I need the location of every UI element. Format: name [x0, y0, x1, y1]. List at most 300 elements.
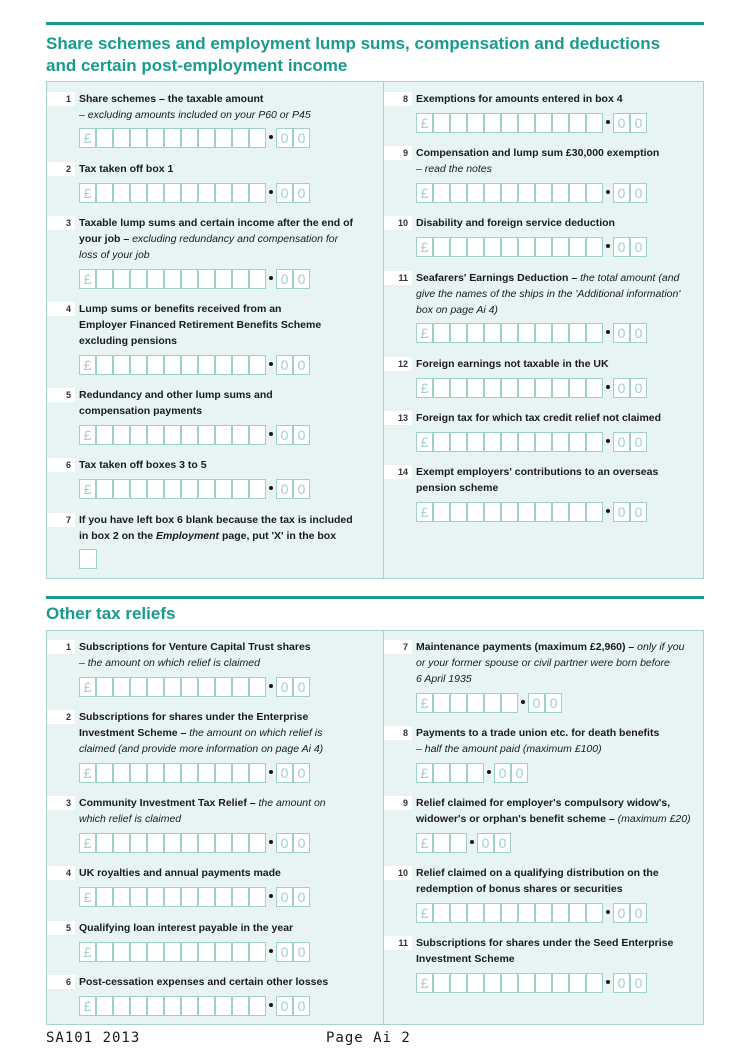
digit-box[interactable]: [215, 425, 232, 445]
digit-box[interactable]: [130, 128, 147, 148]
digit-box[interactable]: [249, 479, 266, 499]
digit-box[interactable]: [215, 479, 232, 499]
digit-box[interactable]: [147, 942, 164, 962]
digit-box[interactable]: [450, 833, 467, 853]
digit-box[interactable]: [501, 693, 518, 713]
digit-box[interactable]: [232, 269, 249, 289]
digit-box[interactable]: [96, 833, 113, 853]
pence-box[interactable]: 0: [545, 693, 562, 713]
digit-box[interactable]: [569, 378, 586, 398]
digit-box[interactable]: [232, 355, 249, 375]
digit-box[interactable]: [249, 425, 266, 445]
digit-box[interactable]: [164, 887, 181, 907]
digit-box[interactable]: [198, 183, 215, 203]
digit-box[interactable]: [586, 903, 603, 923]
digit-box[interactable]: [147, 479, 164, 499]
digit-box[interactable]: [586, 432, 603, 452]
digit-box[interactable]: [467, 183, 484, 203]
question-label: Taxable lump sums and certain income after the end of your job – excluding redundancy and compensation for loss of your job: [79, 217, 354, 261]
digit-box[interactable]: [147, 183, 164, 203]
pound-digit-box[interactable]: £: [79, 763, 96, 783]
pence-box[interactable]: 0: [293, 425, 310, 445]
digit-box[interactable]: [164, 425, 181, 445]
digit-box[interactable]: [586, 183, 603, 203]
digit-box[interactable]: [450, 763, 467, 783]
pence-box[interactable]: 0: [494, 833, 511, 853]
digit-box[interactable]: [433, 502, 450, 522]
pence-box[interactable]: 0: [630, 973, 647, 993]
digit-box[interactable]: [450, 113, 467, 133]
digit-box[interactable]: [164, 183, 181, 203]
digit-box[interactable]: [467, 502, 484, 522]
digit-box[interactable]: [113, 128, 130, 148]
question-label: Lump sums or benefits received from an Employer Financed Retirement Benefits Scheme excluding pensions: [79, 303, 322, 347]
digit-box[interactable]: [113, 183, 130, 203]
pence-box[interactable]: 0: [293, 996, 310, 1016]
digit-box[interactable]: [552, 183, 569, 203]
digit-box[interactable]: [535, 113, 552, 133]
digit-box[interactable]: [113, 833, 130, 853]
digit-box[interactable]: [569, 237, 586, 257]
digit-box[interactable]: [535, 973, 552, 993]
digit-box[interactable]: [569, 323, 586, 343]
digit-box[interactable]: [130, 269, 147, 289]
digit-box[interactable]: [130, 355, 147, 375]
pound-digit-box[interactable]: £: [79, 425, 96, 445]
digit-box[interactable]: [181, 479, 198, 499]
pence-box[interactable]: 0: [630, 323, 647, 343]
digit-box[interactable]: [113, 677, 130, 697]
digit-box[interactable]: [232, 996, 249, 1016]
digit-box[interactable]: [484, 903, 501, 923]
digit-box[interactable]: [147, 269, 164, 289]
digit-box[interactable]: [96, 887, 113, 907]
digit-box[interactable]: [586, 113, 603, 133]
digit-box[interactable]: [181, 128, 198, 148]
digit-box[interactable]: [130, 479, 147, 499]
digit-box[interactable]: [130, 996, 147, 1016]
digit-box[interactable]: [147, 677, 164, 697]
digit-box[interactable]: [433, 378, 450, 398]
pence-box[interactable]: 0: [293, 677, 310, 697]
digit-box[interactable]: [96, 479, 113, 499]
pence-box[interactable]: 0: [630, 237, 647, 257]
digit-box[interactable]: [586, 323, 603, 343]
digit-box[interactable]: [450, 323, 467, 343]
digit-box[interactable]: [518, 378, 535, 398]
digit-box[interactable]: [164, 942, 181, 962]
digit-box[interactable]: [569, 973, 586, 993]
digit-box[interactable]: [518, 113, 535, 133]
digit-box[interactable]: [215, 128, 232, 148]
digit-box[interactable]: [215, 887, 232, 907]
digit-box[interactable]: [552, 502, 569, 522]
digit-box[interactable]: [113, 355, 130, 375]
digit-box[interactable]: [467, 432, 484, 452]
pence-box[interactable]: 0: [613, 502, 630, 522]
pound-digit-box[interactable]: £: [79, 355, 96, 375]
digit-box[interactable]: [501, 502, 518, 522]
pound-digit-box[interactable]: £: [79, 942, 96, 962]
digit-box[interactable]: [147, 355, 164, 375]
digit-box[interactable]: [501, 183, 518, 203]
digit-box[interactable]: [249, 355, 266, 375]
digit-box[interactable]: [215, 996, 232, 1016]
digit-box[interactable]: [467, 237, 484, 257]
digit-box[interactable]: [96, 996, 113, 1016]
digit-box[interactable]: [484, 973, 501, 993]
pence-box[interactable]: 0: [293, 833, 310, 853]
pence-box[interactable]: 0: [613, 183, 630, 203]
digit-box[interactable]: [518, 237, 535, 257]
digit-box[interactable]: [552, 903, 569, 923]
digit-box[interactable]: [518, 432, 535, 452]
pence-box[interactable]: 0: [293, 269, 310, 289]
digit-box[interactable]: [147, 833, 164, 853]
digit-box[interactable]: [215, 763, 232, 783]
pence-box[interactable]: 0: [630, 378, 647, 398]
pence-box[interactable]: 0: [613, 378, 630, 398]
digit-box[interactable]: [467, 973, 484, 993]
digit-box[interactable]: [198, 677, 215, 697]
pence-box[interactable]: 0: [613, 237, 630, 257]
digit-box[interactable]: [96, 763, 113, 783]
digit-box[interactable]: [181, 942, 198, 962]
question-label: Disability and foreign service deduction: [416, 217, 615, 229]
pence-box[interactable]: 0: [293, 183, 310, 203]
digit-box[interactable]: [433, 833, 450, 853]
digit-box[interactable]: [164, 833, 181, 853]
digit-box[interactable]: [164, 128, 181, 148]
pence-box[interactable]: 0: [613, 903, 630, 923]
digit-box[interactable]: [450, 378, 467, 398]
digit-box[interactable]: [535, 323, 552, 343]
pound-digit-box[interactable]: £: [79, 479, 96, 499]
digit-box[interactable]: [450, 502, 467, 522]
digit-box[interactable]: [130, 677, 147, 697]
digit-box[interactable]: [433, 973, 450, 993]
digit-box[interactable]: [249, 677, 266, 697]
digit-box[interactable]: [249, 887, 266, 907]
pence-box[interactable]: 0: [276, 763, 293, 783]
digit-box[interactable]: [147, 425, 164, 445]
digit-box[interactable]: [484, 432, 501, 452]
digit-box[interactable]: [181, 677, 198, 697]
pound-digit-box[interactable]: £: [416, 323, 433, 343]
pound-digit-box[interactable]: £: [416, 763, 433, 783]
pound-digit-box[interactable]: £: [416, 833, 433, 853]
pence-box[interactable]: 0: [613, 973, 630, 993]
pence-box[interactable]: 0: [276, 269, 293, 289]
pence-box[interactable]: 0: [276, 355, 293, 375]
digit-box[interactable]: [181, 183, 198, 203]
pence-box[interactable]: 0: [293, 942, 310, 962]
pound-digit-box[interactable]: £: [79, 677, 96, 697]
digit-box[interactable]: [501, 903, 518, 923]
digit-box[interactable]: [113, 269, 130, 289]
digit-box[interactable]: [147, 996, 164, 1016]
digit-box[interactable]: [232, 128, 249, 148]
digit-box[interactable]: [215, 677, 232, 697]
digit-box[interactable]: [518, 973, 535, 993]
digit-box[interactable]: [181, 833, 198, 853]
pence-box[interactable]: 0: [276, 128, 293, 148]
digit-box[interactable]: [181, 763, 198, 783]
pound-digit-box[interactable]: £: [416, 183, 433, 203]
pence-box[interactable]: 0: [613, 432, 630, 452]
x-checkbox[interactable]: [79, 549, 97, 569]
digit-box[interactable]: [215, 355, 232, 375]
pound-digit-box[interactable]: £: [416, 432, 433, 452]
digit-box[interactable]: [215, 269, 232, 289]
digit-box[interactable]: [147, 763, 164, 783]
pound-digit-box[interactable]: £: [79, 269, 96, 289]
digit-box[interactable]: [113, 479, 130, 499]
digit-box[interactable]: [535, 502, 552, 522]
digit-box[interactable]: [198, 479, 215, 499]
digit-box[interactable]: [232, 425, 249, 445]
digit-box[interactable]: [535, 378, 552, 398]
digit-box[interactable]: [586, 378, 603, 398]
digit-box[interactable]: [501, 237, 518, 257]
digit-box[interactable]: [215, 942, 232, 962]
digit-box[interactable]: [96, 269, 113, 289]
digit-box[interactable]: [96, 677, 113, 697]
digit-box[interactable]: [130, 425, 147, 445]
digit-box[interactable]: [147, 887, 164, 907]
pence-box[interactable]: 0: [293, 887, 310, 907]
digit-box[interactable]: [518, 323, 535, 343]
pound-digit-box[interactable]: £: [79, 833, 96, 853]
digit-box[interactable]: [249, 128, 266, 148]
digit-box[interactable]: [433, 323, 450, 343]
digit-box[interactable]: [552, 432, 569, 452]
pence-box[interactable]: 0: [630, 113, 647, 133]
pence-box[interactable]: 0: [630, 432, 647, 452]
pound-digit-box[interactable]: £: [416, 693, 433, 713]
digit-box[interactable]: [198, 128, 215, 148]
digit-box[interactable]: [215, 183, 232, 203]
digit-box[interactable]: [164, 479, 181, 499]
pound-digit-box[interactable]: £: [79, 887, 96, 907]
digit-box[interactable]: [433, 237, 450, 257]
digit-box[interactable]: [450, 973, 467, 993]
digit-box[interactable]: [113, 942, 130, 962]
digit-box[interactable]: [181, 269, 198, 289]
question-label: Relief claimed for employer's compulsory widow's, widower's or orphan's benefit scheme – (maximum £20): [416, 797, 691, 825]
digit-box[interactable]: [450, 237, 467, 257]
digit-box[interactable]: [249, 942, 266, 962]
digit-box[interactable]: [433, 903, 450, 923]
digit-box[interactable]: [501, 432, 518, 452]
digit-box[interactable]: [467, 903, 484, 923]
digit-box[interactable]: [467, 763, 484, 783]
digit-box[interactable]: [198, 887, 215, 907]
digit-box[interactable]: [130, 887, 147, 907]
digit-box[interactable]: [164, 763, 181, 783]
pence-box[interactable]: 0: [293, 128, 310, 148]
digit-box[interactable]: [113, 763, 130, 783]
digit-box[interactable]: [535, 183, 552, 203]
pence-box[interactable]: 0: [276, 942, 293, 962]
digit-box[interactable]: [467, 378, 484, 398]
digit-box[interactable]: [501, 323, 518, 343]
digit-box[interactable]: [198, 763, 215, 783]
digit-box[interactable]: [518, 502, 535, 522]
digit-box[interactable]: [518, 183, 535, 203]
digit-box[interactable]: [433, 183, 450, 203]
digit-box[interactable]: [232, 887, 249, 907]
digit-box[interactable]: [501, 378, 518, 398]
digit-box[interactable]: [484, 183, 501, 203]
digit-box[interactable]: [130, 942, 147, 962]
digit-box[interactable]: [467, 323, 484, 343]
digit-box[interactable]: [552, 237, 569, 257]
pence-box[interactable]: 0: [276, 183, 293, 203]
digit-box[interactable]: [198, 833, 215, 853]
pound-digit-box[interactable]: £: [416, 237, 433, 257]
digit-box[interactable]: [535, 237, 552, 257]
digit-box[interactable]: [232, 833, 249, 853]
digit-box[interactable]: [450, 693, 467, 713]
digit-box[interactable]: [249, 763, 266, 783]
digit-box[interactable]: [586, 237, 603, 257]
pence-box[interactable]: 0: [293, 355, 310, 375]
digit-box[interactable]: [232, 763, 249, 783]
digit-box[interactable]: [130, 763, 147, 783]
digit-box[interactable]: [215, 833, 232, 853]
digit-box[interactable]: [232, 183, 249, 203]
pence-box[interactable]: 0: [276, 677, 293, 697]
digit-box[interactable]: [569, 903, 586, 923]
digit-box[interactable]: [249, 183, 266, 203]
digit-box[interactable]: [552, 378, 569, 398]
digit-box[interactable]: [249, 269, 266, 289]
digit-box[interactable]: [164, 996, 181, 1016]
pence-box[interactable]: 0: [494, 763, 511, 783]
digit-box[interactable]: [232, 677, 249, 697]
digit-box[interactable]: [569, 432, 586, 452]
digit-box[interactable]: [96, 942, 113, 962]
pence-box[interactable]: 0: [276, 996, 293, 1016]
pound-digit-box[interactable]: £: [416, 903, 433, 923]
digit-box[interactable]: [164, 677, 181, 697]
digit-box[interactable]: [484, 323, 501, 343]
digit-box[interactable]: [501, 973, 518, 993]
digit-box[interactable]: [569, 502, 586, 522]
digit-box[interactable]: [232, 479, 249, 499]
digit-box[interactable]: [249, 996, 266, 1016]
digit-box[interactable]: [96, 183, 113, 203]
pence-box[interactable]: 0: [276, 425, 293, 445]
digit-box[interactable]: [535, 432, 552, 452]
pence-box[interactable]: 0: [477, 833, 494, 853]
digit-box[interactable]: [450, 432, 467, 452]
pence-box[interactable]: 0: [613, 323, 630, 343]
digit-box[interactable]: [484, 113, 501, 133]
digit-box[interactable]: [501, 113, 518, 133]
digit-box[interactable]: [569, 113, 586, 133]
digit-box[interactable]: [113, 425, 130, 445]
digit-box[interactable]: [130, 183, 147, 203]
digit-box[interactable]: [535, 903, 552, 923]
digit-box[interactable]: [552, 973, 569, 993]
pound-digit-box[interactable]: £: [416, 378, 433, 398]
digit-box[interactable]: [433, 432, 450, 452]
digit-box[interactable]: [586, 502, 603, 522]
pound-digit-box[interactable]: £: [79, 128, 96, 148]
digit-box[interactable]: [96, 355, 113, 375]
digit-box[interactable]: [552, 323, 569, 343]
digit-box[interactable]: [450, 183, 467, 203]
digit-box[interactable]: [198, 355, 215, 375]
pence-box[interactable]: 0: [293, 763, 310, 783]
digit-box[interactable]: [467, 113, 484, 133]
digit-box[interactable]: [467, 693, 484, 713]
digit-box[interactable]: [433, 763, 450, 783]
pound-digit-box[interactable]: £: [416, 973, 433, 993]
pence-box[interactable]: 0: [511, 763, 528, 783]
pence-box[interactable]: 0: [276, 479, 293, 499]
pound-digit-box[interactable]: £: [79, 183, 96, 203]
pence-box[interactable]: 0: [293, 479, 310, 499]
digit-box[interactable]: [232, 942, 249, 962]
digit-box[interactable]: [198, 269, 215, 289]
pence-box[interactable]: 0: [276, 887, 293, 907]
digit-box[interactable]: [181, 425, 198, 445]
digit-box[interactable]: [484, 693, 501, 713]
pound-digit-box[interactable]: £: [416, 113, 433, 133]
digit-box[interactable]: [484, 502, 501, 522]
digit-box[interactable]: [147, 128, 164, 148]
digit-box[interactable]: [96, 128, 113, 148]
decimal-point: [606, 190, 610, 194]
digit-box[interactable]: [113, 996, 130, 1016]
digit-box[interactable]: [433, 113, 450, 133]
digit-box[interactable]: [198, 942, 215, 962]
digit-box[interactable]: [552, 113, 569, 133]
digit-box[interactable]: [198, 425, 215, 445]
question-label: Community Investment Tax Relief – the amount on which relief is claimed: [79, 797, 326, 825]
pence-box[interactable]: 0: [630, 903, 647, 923]
digit-box[interactable]: [130, 833, 147, 853]
digit-box[interactable]: [433, 693, 450, 713]
digit-box[interactable]: [96, 425, 113, 445]
box-number: 6: [47, 975, 75, 989]
digit-box[interactable]: [586, 973, 603, 993]
pence-box[interactable]: 0: [613, 113, 630, 133]
digit-box[interactable]: [569, 183, 586, 203]
digit-box[interactable]: [198, 996, 215, 1016]
pence-box[interactable]: 0: [528, 693, 545, 713]
pound-digit-box[interactable]: £: [416, 502, 433, 522]
digit-box[interactable]: [450, 903, 467, 923]
digit-box[interactable]: [164, 269, 181, 289]
digit-box[interactable]: [518, 903, 535, 923]
digit-box[interactable]: [181, 355, 198, 375]
pence-box[interactable]: 0: [630, 183, 647, 203]
digit-box[interactable]: [484, 378, 501, 398]
digit-box[interactable]: [181, 996, 198, 1016]
digit-box[interactable]: [249, 833, 266, 853]
digit-box[interactable]: [181, 887, 198, 907]
digit-box[interactable]: [484, 237, 501, 257]
pound-digit-box[interactable]: £: [79, 996, 96, 1016]
pence-box[interactable]: 0: [276, 833, 293, 853]
digit-box[interactable]: [164, 355, 181, 375]
digit-box[interactable]: [113, 887, 130, 907]
pence-box[interactable]: 0: [630, 502, 647, 522]
